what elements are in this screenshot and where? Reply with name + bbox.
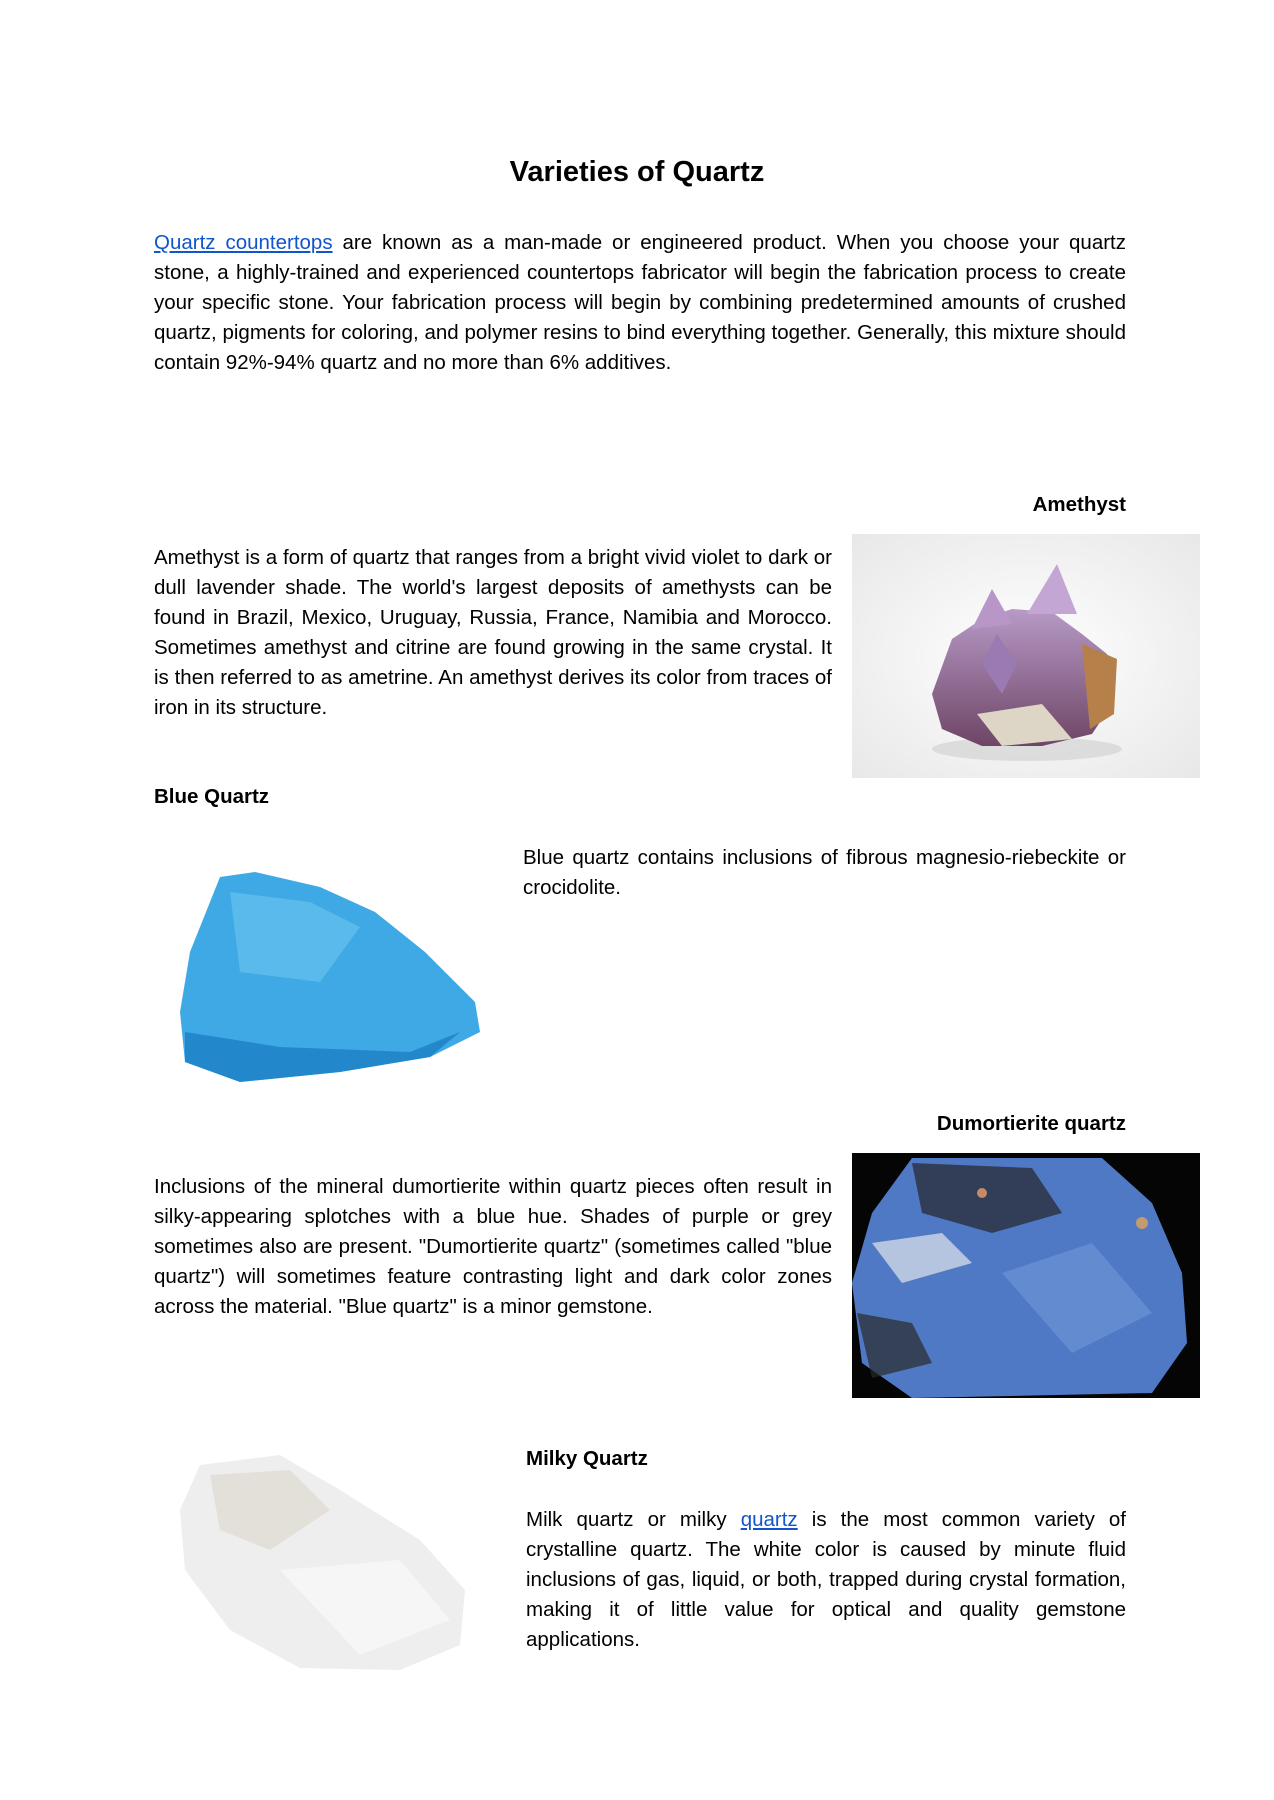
blue-quartz-heading: Blue Quartz (154, 785, 270, 808)
quartz-link[interactable]: quartz (740, 1508, 798, 1531)
milky-quartz-heading: Milky Quartz (526, 1447, 648, 1470)
milky-quartz-photo-icon (160, 1430, 500, 1680)
amethyst-paragraph: Amethyst is a form of quartz that ranges from a bright vivid violet to dark or dull lavender shade. The world's largest deposits of amethysts can be found in Brazil, Mexico, Uruguay, Russia, France, Namibia and Morocco. Sometimes amethyst and citrine are found growing in the same crystal. It is then referred to as ametrine. An amethyst derives its color from traces of iron in its structure. (154, 546, 832, 719)
quartz-countertops-link[interactable]: Quartz countertops (154, 231, 333, 254)
blue-quartz-paragraph: Blue quartz contains inclusions of fibrous magnesio-riebeckite or crocidolite. (523, 846, 1126, 899)
amethyst-photo-icon (852, 534, 1200, 778)
dumortierite-photo-icon (852, 1153, 1200, 1398)
blue-quartz-photo-icon (160, 832, 500, 1092)
blue-quartz-image (160, 832, 500, 1092)
milky-quartz-image (160, 1430, 500, 1680)
intro-text: are known as a man-made or engineered product. When you choose your quartz stone, a highly-trained and experienced countertops fabricator will begin the fabrication process to create your specific stone. Your fabrication process will begin by combining predetermined amounts of crushed quartz, pigments for coloring, and polymer resins to bind everything together. Generally, this mixture should contain 92%-94% quartz and no more than 6% additives. (154, 231, 1127, 374)
amethyst-image (852, 534, 1200, 778)
dumortierite-paragraph: Inclusions of the mineral dumortierite within quartz pieces often result in silky-appearing splotches with a blue hue. Shades of purple or grey sometimes also are present. "Dumortierite quartz" (sometimes called "blue quartz") will sometimes feature contrasting light and dark color zones across the material. "Blue quartz" is a minor gemstone. (154, 1175, 832, 1318)
milky-text-after: is the most common variety of crystalline quartz. The white color is caused by minute fluid inclusions of gas, liquid, or both, trapped during crystal formation, making it of little value for optical and quality gemstone applications. (526, 1508, 1127, 1651)
intro-paragraph (154, 228, 1126, 378)
dumortierite-image (852, 1153, 1200, 1398)
amethyst-heading: Amethyst (1032, 493, 1126, 516)
milky-quartz-paragraph (526, 1505, 1126, 1655)
page-title: Varieties of Quartz (509, 156, 765, 188)
milky-text-before: Milk quartz or milky (526, 1508, 741, 1531)
dumortierite-heading: Dumortierite quartz (936, 1112, 1126, 1135)
